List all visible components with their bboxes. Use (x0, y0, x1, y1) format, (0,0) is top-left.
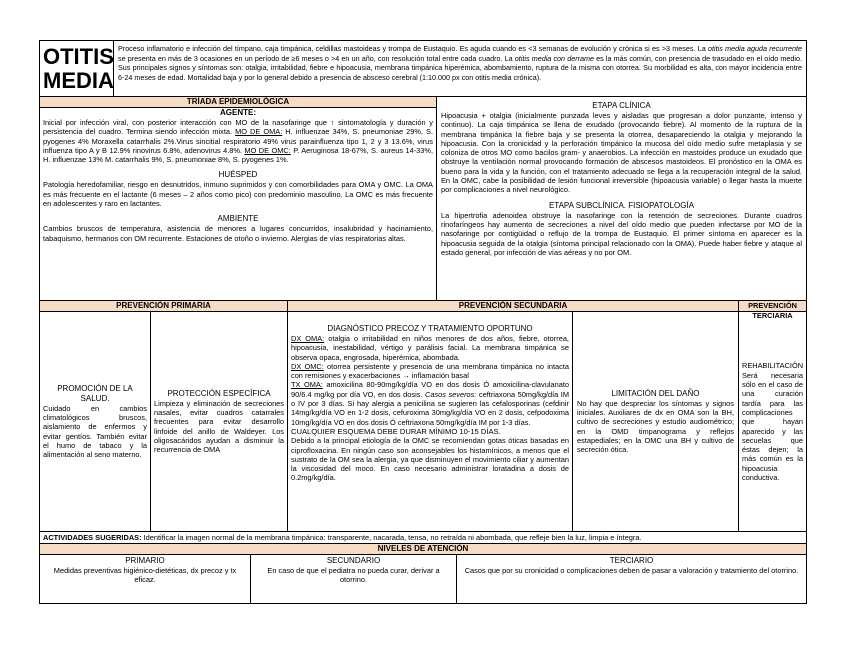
omc-treatment-text: Debido a la principal etiología de la OMC se recomiendan gotas óticas basadas en ciprofloxacina. En ningún caso son aconsejables los histamínicos, a menos que el sustrato de la OM sea la alergia, ya que disminuyen el movimiento ciliar y aumentan la viscosidad del moco. En caso necesario administrar loratadina a dosis de 0.2mg/kg/día. (291, 436, 569, 483)
rehabilitacion-text: Será necesaria sólo en el caso de una curación tardía para las complicaciones que hayan aparecido y las secuelas que éstas dejen; la más común es la hipoacusia conductiva. (742, 370, 803, 482)
intro-em1: otitis media aguda recurrente (708, 44, 802, 53)
actividades-label: ACTIVIDADES SUGERIDAS: (43, 533, 142, 542)
etapa-subclinica-title: ETAPA SUBCLÍNICA. FISIOPATOLOGÍA (548, 200, 695, 210)
dx-omc-label: DX OMC: (291, 361, 324, 371)
intro-text (118, 44, 802, 82)
ambiente-title: AMBIENTE (217, 214, 259, 224)
agente-t2: H. influenzae 34%, S. pneumoniae 29%, S. pyogenes 4% Moraxella catarrhalis 2%.Virus sincitial respiratorio 49% virus parainfluenza tipo 1, 2 y 3 13.6%, virus influenza tipo A y B 12.9% rinovirus 6.8%, adenovirus 4.8%. (43, 127, 433, 155)
nivel-terciario-box (457, 555, 806, 603)
agente-t3: P. Aeruginosa 18-67%, S. aureus 14-33%, H. influenzae 13% M. catarrhalis 9%, S. pneumoniae 8%, S. pyogenes 1%. (43, 145, 434, 165)
dx-oma-text: otalgia o irritabilidad en niños menores de dos años, fiebre, otorrea, hipoacusia, inestabilidad, vértigo y parálisis facial. La membrana timpánica se observa opaca, engrosada, hiperémica, abombada. (291, 334, 569, 362)
agente-t1: Inicial por infección viral, con posterior interacción con MO de la nasofaringe que ↑ sintomatología y duración y persistencia del cuadro. Termina siendo infección mixta. (43, 118, 433, 137)
proteccion-title: PROTECCIÓN ESPECÍFICA (167, 388, 271, 398)
huesped-title: HUÉSPED (218, 170, 258, 180)
nivel-secundario-box (251, 555, 457, 603)
document-sheet (39, 40, 807, 604)
triada-header: TRÍADA EPIDEMIOLÓGICA (40, 97, 437, 108)
etapa-clinica-title: ETAPA CLÍNICA (592, 101, 651, 110)
intro-p1: Proceso inflamatorio e infección del tímpano, caja timpánica, celdillas mastoideas y trompa de Eustaquio. Es aguda cuando es <3 semanas de evolución y crónica si es >3 meses. La (118, 44, 709, 53)
nivel-secundario-title: SECUNDARIO (326, 556, 381, 565)
promocion-box (40, 312, 151, 532)
limitacion-box (573, 312, 739, 532)
rehabilitacion-box (739, 312, 806, 532)
prevencion-secundaria-header: PREVENCIÓN SECUNDARIA (288, 301, 739, 312)
nivel-primario-title: PRIMARIO (125, 556, 165, 565)
ambiente-text: Cambios bruscos de temperatura, asistencia de menores a lugares concurridos, insalubridad y hacinamiento, tabaquismo, hermanos con OM recurrente. Estaciones de otoño o invierno. Alergias de vías respiratorias altas. (43, 224, 433, 243)
title-line-1: OTITIS (43, 43, 114, 69)
promocion-text: Cuidado en cambios climatológicos bruscos, aislamiento de enfermos y evitar gentíos. También evitar el humo de tabaco y la alimentación al seno materno. (43, 403, 147, 460)
tx-oma-label: TX OMA: (291, 380, 323, 390)
nivel-primario-box (40, 555, 251, 603)
dx-omc (291, 362, 569, 381)
triada-body (40, 108, 437, 301)
dx-oma-label: DX OMA: (291, 334, 325, 343)
dx-oma (291, 334, 569, 362)
intro-p3: es la más común, con presencia de trasudado en el oído medio. Sus principales signos y síntomas son: otalgia, irritabilidad, fiebre e hipoacusia, membrana timpánica hiperémica, abombamiento, ruptura de la misma con otorrea. Su morbilidad es alta, con mayor incidencia entre 6-24 meses de edad. Mortalidad baja y por lo general debido a presencia de absceso cerebral (1:10.000 px con otitis media crónica). (118, 53, 802, 82)
nivel-terciario-text: Casos que por su cronicidad o complicaciones deben de pasar a valoración y tratamiento del otorrino. (464, 566, 799, 575)
title-box (40, 41, 114, 97)
prevencion-primaria-header: PREVENCIÓN PRIMARIA (40, 301, 288, 312)
tx-oma (291, 380, 569, 426)
agente-text (43, 118, 433, 164)
nivel-primario-text: Medidas preventivas higiénico-dietéticas, dx precoz y tx eficaz. (53, 566, 237, 585)
tx-oma-severe: Casos severos: (424, 389, 477, 399)
agente-oma-label: MO DE OMA: (235, 127, 283, 137)
nivel-terciario-title: TERCIARIO (609, 556, 654, 565)
etapas-box (437, 97, 806, 301)
proteccion-box (151, 312, 288, 532)
tx-oma-text-1: amoxicilina 80-90mg/kg/día VO en dos dosis Ó amoxicilina-clavulanato 90/6.4 mg/kg por día VO, en dos dosis. (291, 380, 569, 399)
intro-box (114, 41, 806, 97)
niveles-header: NIVELES DE ATENCIÓN (40, 544, 806, 555)
rehabilitacion-title: REHABILITACIÓN (742, 360, 804, 370)
intro-p2: se presenta en más de 3 ocasiones en un período de ≥6 meses o >4 en un año, con resolución total entre cada cuadro. La (118, 53, 515, 63)
duracion-text: CUALQUIER ESQUEMA DEBE DURAR MÍNIMO 10-15 DÍAS. (291, 426, 501, 436)
actividades-box (40, 532, 806, 544)
intro-em2: otitis media con derrame (514, 53, 594, 63)
limitacion-title: LIMITACIÓN DEL DAÑO (611, 388, 700, 398)
proteccion-text: Limpieza y eliminación de secreciones nasales, evitar cuadros catarrales frecuentes para evitar desarrollo linfoide del anillo de Waldeyer. Los oligosacáridos ayudan a disminuir la recurrencia de OMA (154, 398, 284, 455)
tx-oma-text-2: ceftriaxona 50mg/kg/día IM o IV por 3 días. Si hay alergia a penicilina se sugieren las cefalosporinas (cefdinir 14mg/kg/día VO en 1-2 dosis, cefuroxima 30mg/kg/día VO en 2 dosis, cefpodoxima 10mg/kg/día VO en dos dosis Ó ceftriaxona 50mg/kg/día IM por 1-3 días. (291, 389, 569, 427)
title-line-2: MEDIA (43, 67, 114, 93)
diagnostico-box (288, 312, 573, 532)
dx-omc-text: otorrea persistente y presencia de una membrana timpánica no intacta con remisiones y exacerbaciones → inflamación basal (291, 361, 569, 381)
etapa-subclinica-text: La hipertrofia adenoidea obstruye la nasofaringe con la retención de secreciones. Durante cuadros rinofaríngeos hay aumento de secreciones a nivel del oído medio que pueden infectarse por MO de la nasofaringe por contigüidad o reflujo de la trompa de Eustaquio. El primer síntoma en aparecer es la hipoacusia seguida de la otalgia (síntoma principal relacionado con la OMA). Puede haber fiebre y ataque al estado general, por infección de vías aéreas y no por OM. (441, 210, 802, 257)
prevencion-terciaria-header: PREVENCIÓN TERCIARIA (739, 301, 806, 312)
agente-title: AGENTE: (220, 108, 256, 117)
agente-omc-label: MO DE OMC: (244, 145, 291, 155)
actividades-body: Identificar la imagen normal de la membrana timpánica: transparente, nacarada, tensa, no retraída ni abombada, que refleje bien la luz, limpia e íntegra. (141, 533, 642, 542)
promocion-title: PROMOCIÓN DE LA SALUD. (57, 383, 133, 403)
limitacion-text: No hay que despreciar los síntomas y signos iniciales. Auxiliares de dx en OMA son la BH, cultivo de secreciones y estudio audiométrico; en la OMD timpanograma y reflejos estapediales; en la OMC una BH y cultivo de secreción ótica. (577, 398, 734, 455)
actividades-text (43, 533, 803, 542)
etapa-clinica-text: Hipoacusia + otalgia (inicialmente punzada leves y aisladas que progresan a dolor punzante, intenso y continuo). La caja timpánica se llena de exudado (provocando fiebre). Al momento de la ruptura de la membrana timpánica la fiebre baja y se presenta la otorrea, desapareciendo la otalgia y mejorando la hipoacusia. Con la cronicidad y la perforación timpánico la mucosa del oído medio sufre metaplasia y se coloniza de otros MO como bacilos gram- y anaerobios. La infección en mastoides produce un exudado que obstruye la ventilación normal provocando formación de abscesos mastoideos. El pronóstico en la OMA es bueno para la vida y la función, con el tratamiento adecuado se llega a la recuperación integral de la salud. En la OMC, cabe la posibilidad de lesión funcional irreversible (hipoacusia variable) o llegar hasta la muerte por complicaciones a nivel neurológico. (441, 111, 802, 195)
diagnostico-title: DIAGNÓSTICO PRECOZ Y TRATAMIENTO OPORTUNO (327, 324, 533, 333)
nivel-secundario-text: En caso de que el pediatra no pueda curar, derivar a otorrino. (267, 566, 440, 585)
huesped-text: Patología heredofamiliar, riesgo en desnutridos, inmuno suprimidos y con comorbilidades para OMA y OMC. La OMA es más frecuente en el lactante (6 meses – 2 años como pico) con predominio masculino. La OMC es más frecuente en adolescentes y raro en lactantes. (43, 180, 433, 209)
